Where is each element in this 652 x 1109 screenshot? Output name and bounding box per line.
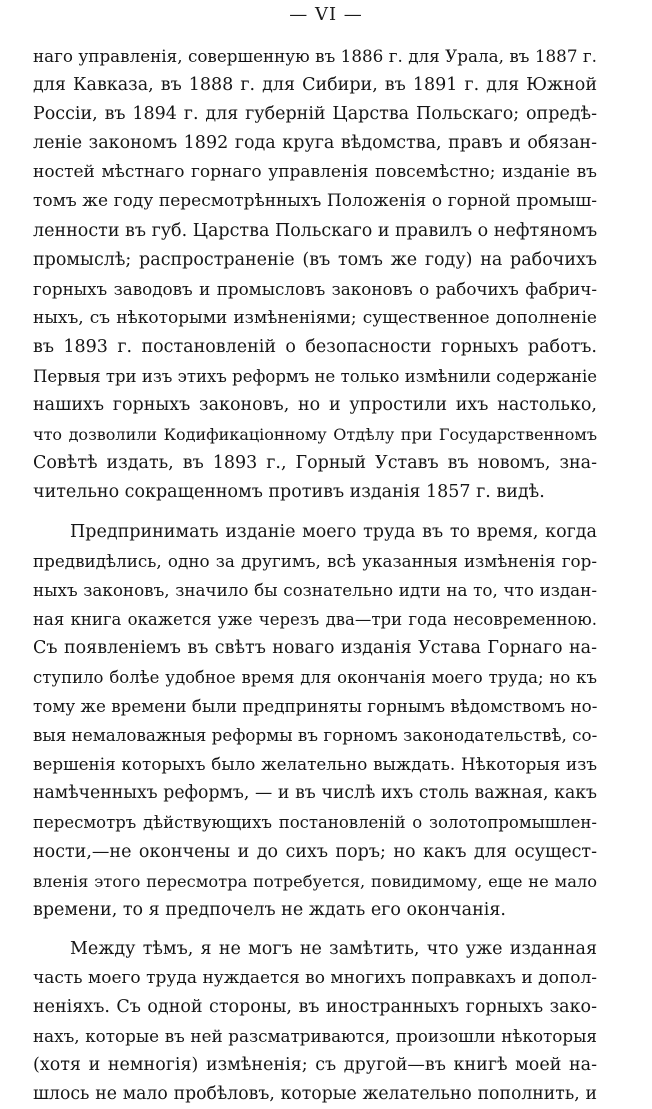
page-number: — VI — <box>289 4 363 25</box>
text-line: (хотя и немногія) измѣненія; съ другой—въ книгѣ моей на- <box>33 1055 597 1076</box>
text-line: промыслѣ; распространеніе (въ томъ же году) на рабочихъ <box>33 249 597 270</box>
text-line: горныхъ заводовъ и промысловъ законовъ о рабочихъ фабрич- <box>33 278 597 299</box>
text-line: въ 1893 г. постановленій о безопасности горныхъ работъ. <box>33 336 597 357</box>
text-line: нашихъ горныхъ законовъ, но и упростили ихъ настолько, <box>33 395 597 416</box>
text-line: неніяхъ. Съ одной стороны, въ иностранныхъ горныхъ зако- <box>33 997 597 1017</box>
text-line: вленія этого пересмотра потребуется, повидимому, еще не мало <box>33 871 597 891</box>
text-line: часть моего труда нуждается во многихъ поправкахъ и допол- <box>33 967 597 988</box>
text-line: ная книга окажется уже черезъ два—три года несовременною. <box>33 609 597 629</box>
text-line: Первыя три изъ этихъ реформъ не только измѣнили содержаніе <box>33 367 597 387</box>
text-line: выя немаловажныя реформы въ горномъ законодательствѣ, со- <box>33 725 598 746</box>
text-line: леніе закономъ 1892 года круга вѣдомства, правъ и обязан- <box>33 133 597 154</box>
text-line: намѣченныхъ реформъ, — и въ числѣ ихъ столь важная, какъ <box>33 783 597 804</box>
paragraph-3 <box>33 935 597 1109</box>
text-line: наго управленія, совершенную въ 1886 г. для Урала, въ 1887 г. <box>33 46 597 66</box>
text-line: Предпринимать изданіе моего труда въ то время, когда <box>70 521 597 542</box>
text-line: ступило болѣе удобное время для окончанія моего труда; но къ <box>33 667 597 687</box>
text-line: чительно сокращенномъ противъ изданія 1857 г. видѣ. <box>33 482 545 503</box>
text-line: вершенія которыхъ было желательно выждать. Нѣкоторыя изъ <box>33 754 597 775</box>
text-line: Между тѣмъ, я не могъ не замѣтить, что уже изданная <box>70 938 597 959</box>
text-line: Россіи, въ 1894 г. для губерній Царства Польскаго; опредѣ- <box>33 104 597 125</box>
text-line: Совѣтѣ издать, въ 1893 г., Горный Уставъ въ новомъ, зна- <box>33 453 597 474</box>
text-line: пересмотръ дѣйствующихъ постановленій о золотопромышлен- <box>33 813 597 833</box>
text-line: для Кавказа, въ 1888 г. для Сибири, въ 1891 г. для Южной <box>33 75 597 96</box>
text-line: что дозволили Кодификаціонному Отдѣлу при Государственномъ <box>33 425 597 445</box>
text-line: шлось не мало пробѣловъ, которые желательно пополнить, и <box>33 1084 597 1105</box>
text-line: ленности въ губ. Царства Польскаго и правилъ о нефтяномъ <box>33 220 598 241</box>
text-line: ныхъ законовъ, значило бы сознательно идти на то, что издан- <box>33 579 597 600</box>
text-line: предвидѣлись, одно за другимъ, всѣ указанныя измѣненія гор- <box>33 550 597 571</box>
text-line: времени, то я предпочелъ не ждать его окончанія. <box>33 899 506 920</box>
text-line: нахъ, которые въ ней разсматриваются, произошли нѣкоторыя <box>33 1026 597 1047</box>
text-line: ностей мѣстнаго горнаго управленія повсемѣстно; изданіе въ <box>33 162 597 183</box>
text-line: ныхъ, съ нѣкоторыми измѣненіями; существенное дополненіе <box>33 307 597 328</box>
body-text <box>33 42 597 1109</box>
text-line: ности,—не окончены и до сихъ поръ; но какъ для осущест- <box>33 841 597 862</box>
text-line: тому же времени были предприняты горнымъ вѣдомствомъ но- <box>33 696 598 717</box>
text-line: томъ же году пересмотрѣнныхъ Положенія о горной промыш- <box>33 191 597 212</box>
text-line: Съ появленіемъ въ свѣтъ новаго изданія Устава Горнаго на- <box>33 637 597 658</box>
paragraph-2 <box>33 518 597 925</box>
paragraph-1 <box>33 42 597 508</box>
